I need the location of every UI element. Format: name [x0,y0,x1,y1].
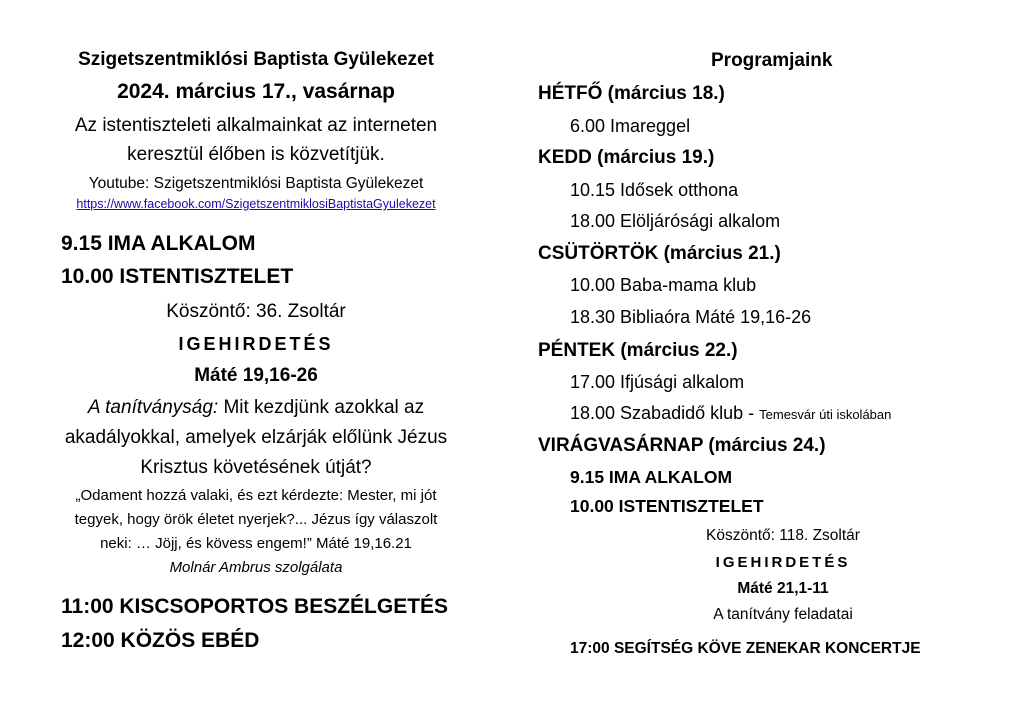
quote-line-1: „Odament hozzá valaki, és ezt kérdezte: Mester, mi jót [75,487,437,504]
sermon-heading: IGEHIRDETÉS [178,334,334,354]
palm-sunday-heading: VIRÁGVASÁRNAP (március 24.) [538,435,826,456]
monday-item-1: 6.00 Imareggel [570,116,691,136]
greeting-psalm: Köszöntő: 36. Zsoltár [166,301,346,322]
small-group-time: 11:00 KISCSOPORTOS BESZÉLGETÉS [61,595,449,618]
church-name: Szigetszentmiklósi Baptista Gyülekezet [78,49,434,70]
broadcast-line-1: Az istentiszteleti alkalmainkat az interneten [74,115,438,136]
broadcast-line-2: keresztül élőben is közvetítjük. [127,144,385,165]
sermon-topic-lead: A tanítványság: [87,397,219,418]
friday-item-2-text: 18.00 Szabadidő klub - [570,403,760,423]
thursday-item-2: 18.30 Bibliaóra Máté 19,16-26 [570,307,812,327]
thursday-heading: CSÜTÖRTÖK (március 21.) [538,243,781,264]
programs-title: Programjaink [711,50,833,71]
facebook-link[interactable]: https://www.facebook.com/SzigetszentmiklosiBaptistaGyulekezet [76,197,436,211]
palm-sunday-service: 10.00 ISTENTISZTELET [570,496,764,516]
service-date: 2024. március 17., vasárnap [117,80,395,103]
palm-sunday-topic: A tanítvány feladatai [713,606,853,623]
sermon-topic-line-1 [0,398,512,417]
sermon-topic-line-3: Krisztus követésének útját? [140,457,372,478]
service-time: 10.00 ISTENTISZTELET [61,265,294,288]
sermon-scripture: Máté 19,16-26 [194,365,318,386]
tuesday-heading: KEDD (március 19.) [538,147,715,168]
palm-sunday-scripture: Máté 21,1-11 [737,580,829,597]
lunch-time: 12:00 KÖZÖS EBÉD [61,629,260,652]
youtube-channel: Youtube: Szigetszentmiklósi Baptista Gyülekezet [88,175,424,192]
tuesday-item-2: 18.00 Elöljárósági alkalom [570,211,781,231]
palm-sunday-sermon-heading: IGEHIRDETÉS [715,554,851,571]
palm-sunday-greeting: Köszöntő: 118. Zsoltár [706,527,860,544]
friday-item-1: 17.00 Ifjúsági alkalom [570,372,745,392]
tuesday-item-1: 10.15 Idősek otthona [570,180,739,200]
preacher: Molnár Ambrus szolgálata [169,559,343,576]
friday-item-2-location: Temesvár úti iskolában [759,407,892,422]
monday-heading: HÉTFŐ (március 18.) [538,83,725,104]
friday-heading: PÉNTEK (március 22.) [538,340,738,361]
thursday-item-1: 10.00 Baba-mama klub [570,275,757,295]
prayer-time: 9.15 IMA ALKALOM [61,232,256,255]
quote-line-2: tegyek, hogy örök életet nyerjek?... Jézus így válaszolt [74,511,438,528]
palm-sunday-prayer: 9.15 IMA ALKALOM [570,467,733,487]
sermon-topic-line-2: akadályokkal, amelyek elzárják előlünk Jézus [64,427,448,448]
friday-item-2 [570,404,891,422]
concert-event: 17:00 SEGÍTSÉG KÖVE ZENEKAR KONCERTJE [570,640,921,657]
quote-line-3: neki: … Jöjj, és kövess engem!” Máté 19,16.21 [100,535,412,552]
sermon-topic-rest: Mit kezdjünk azokkal az [218,397,425,418]
